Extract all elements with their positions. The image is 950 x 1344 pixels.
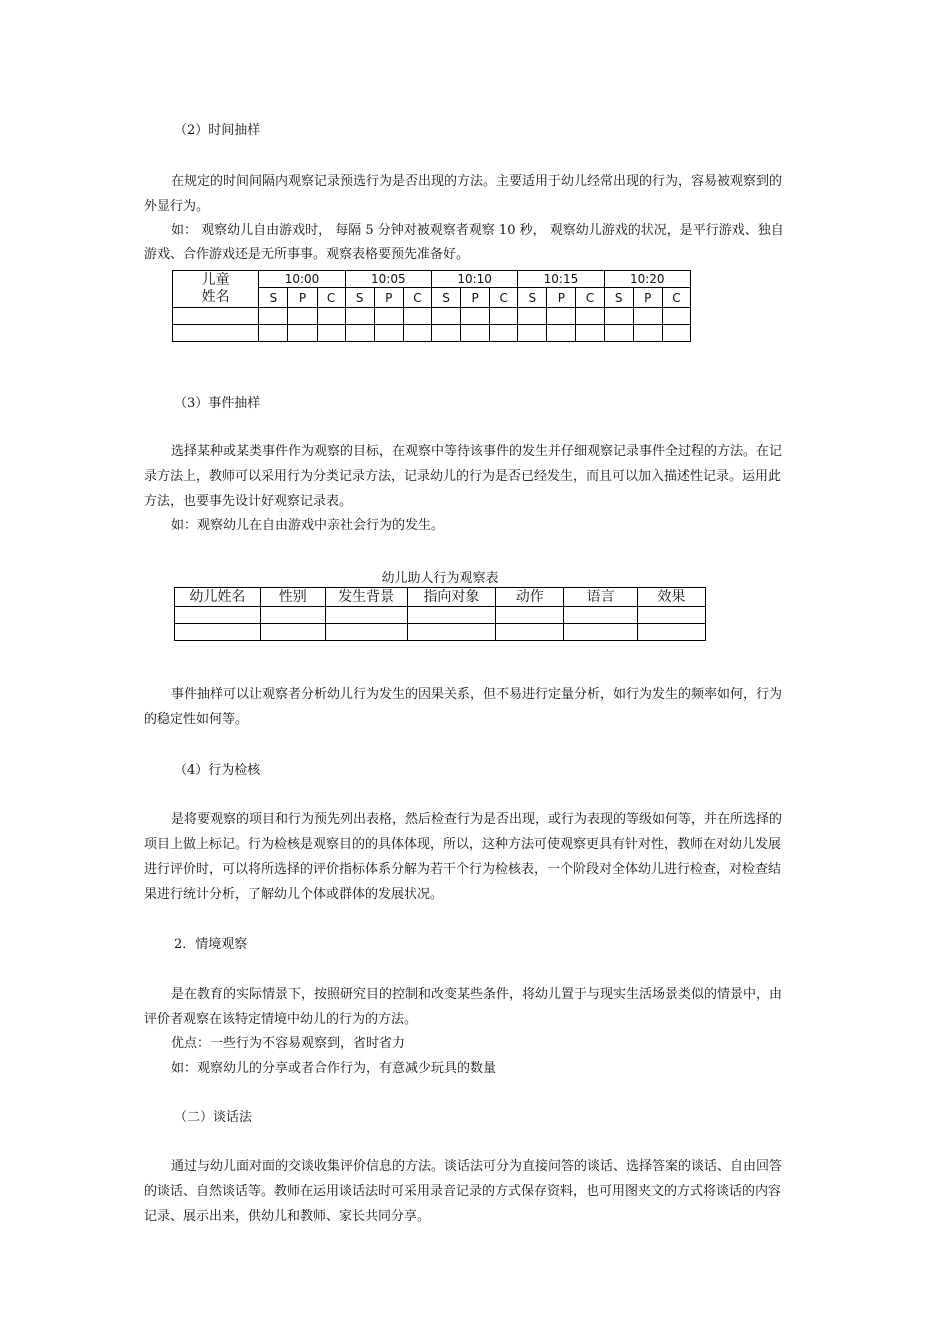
name-header-line1: 儿童 xyxy=(201,272,230,288)
time-header: 10:05 xyxy=(345,271,431,288)
header-language: 语言 xyxy=(564,588,638,607)
code-p: P xyxy=(374,288,403,308)
table-row xyxy=(173,325,691,342)
heading-situation: 2．情境观察 xyxy=(174,937,248,952)
paragraph-line: 项目上做上标记。行为检核是观察目的的具体体现，所以，这种方法可使观察更具有针对性，教师在对幼儿发展 xyxy=(144,837,782,852)
table-row xyxy=(175,624,706,641)
heading-checklist: （4）行为检核 xyxy=(174,763,261,778)
table-row xyxy=(173,308,691,325)
code-s: S xyxy=(345,288,374,308)
code-c: C xyxy=(662,288,690,308)
time-header: 10:00 xyxy=(259,271,345,288)
paragraph-line: 在规定的时间间隔内观察记录预选行为是否出现的方法。主要适用于幼儿经常出现的行为，容易被观察到的 xyxy=(171,174,783,189)
code-c: C xyxy=(317,288,345,308)
paragraph-line: 如：观察幼儿的分享或者合作行为，有意减少玩具的数量 xyxy=(171,1061,497,1076)
helping-behavior-table xyxy=(174,587,706,641)
table-row xyxy=(175,607,706,624)
code-c: C xyxy=(576,288,604,308)
code-s: S xyxy=(259,288,288,308)
paragraph-line: 进行评价时，可以将所选择的评价指标体系分解为若干个行为检核表，一个阶段对全体幼儿进行检查，对检查结 xyxy=(144,862,782,877)
name-header-cell xyxy=(173,271,259,308)
paragraph-line: 游戏、合作游戏还是无所事事。观察表格要预先准备好。 xyxy=(144,247,470,262)
time-header: 10:15 xyxy=(518,271,604,288)
paragraph-line: 事件抽样可以让观察者分析幼儿行为发生的因果关系，但不易进行定量分析，如行为发生的频率如何，行为 xyxy=(171,687,783,702)
code-p: P xyxy=(288,288,317,308)
paragraph-line: 的稳定性如何等。 xyxy=(144,712,249,727)
paragraph-line: 录方法上，教师可以采用行为分类记录方法，记录幼儿的行为是否已经发生，而且可以加入描述性记录。运用此 xyxy=(144,469,782,484)
code-s: S xyxy=(604,288,633,308)
code-s: S xyxy=(431,288,460,308)
paragraph-line: 是将要观察的项目和行为预先列出表格，然后检查行为是否出现，或行为表现的等级如何等，并在所选择的 xyxy=(171,812,783,827)
paragraph-line: 记录、展示出来，供幼儿和教师、家长共同分享。 xyxy=(144,1209,431,1224)
header-target: 指向对象 xyxy=(407,588,496,607)
heading-time-sampling: （2）时间抽样 xyxy=(174,123,261,138)
header-effect: 效果 xyxy=(638,588,706,607)
paragraph-line: 果进行统计分析，了解幼儿个体或群体的发展状况。 xyxy=(144,887,444,902)
paragraph-line: 方法，也要事先设计好观察记录表。 xyxy=(144,494,353,509)
paragraph-line: 优点：一些行为不容易观察到，省时省力 xyxy=(171,1036,406,1051)
paragraph-line: 如： 观察幼儿自由游戏时， 每隔 5 分钟对被观察者观察 10 秒， 观察幼儿游戏的状况，是平行游戏、独自 xyxy=(171,223,784,238)
code-c: C xyxy=(403,288,431,308)
time-header: 10:10 xyxy=(431,271,517,288)
code-c: C xyxy=(490,288,518,308)
header-action: 动作 xyxy=(496,588,564,607)
code-p: P xyxy=(633,288,662,308)
name-header-line2: 姓名 xyxy=(201,289,230,305)
table-title: 幼儿助人行为观察表 xyxy=(381,571,499,586)
paragraph-line: 是在教育的实际情景下，按照研究目的控制和改变某些条件，将幼儿置于与现实生活场景类似的情景中，由 xyxy=(171,987,783,1002)
code-p: P xyxy=(547,288,576,308)
header-child-name: 幼儿姓名 xyxy=(175,588,261,607)
code-s: S xyxy=(518,288,547,308)
paragraph-line: 外显行为。 xyxy=(144,199,210,214)
paragraph-line: 如：观察幼儿在自由游戏中亲社会行为的发生。 xyxy=(171,518,445,533)
time-sampling-table xyxy=(172,270,691,342)
header-background: 发生背景 xyxy=(325,588,407,607)
heading-interview: （二）谈话法 xyxy=(174,1110,253,1125)
paragraph-line: 选择某种或某类事件作为观察的目标，在观察中等待该事件的发生并仔细观察记录事件全过程的方法。在记 xyxy=(171,444,783,459)
code-p: P xyxy=(461,288,490,308)
heading-event-sampling: （3）事件抽样 xyxy=(174,396,261,411)
paragraph-line: 评价者观察在该特定情境中幼儿的行为的方法。 xyxy=(144,1012,418,1027)
paragraph-line: 通过与幼儿面对面的交谈收集评价信息的方法。谈话法可分为直接问答的谈话、选择答案的谈话、自由回答 xyxy=(171,1159,783,1174)
paragraph-line: 的谈话、自然谈话等。教师在运用谈话法时可采用录音记录的方式保存资料，也可用图夹文的方式将谈话的内容 xyxy=(144,1184,782,1199)
header-gender: 性别 xyxy=(260,588,325,607)
time-header: 10:20 xyxy=(604,271,690,288)
